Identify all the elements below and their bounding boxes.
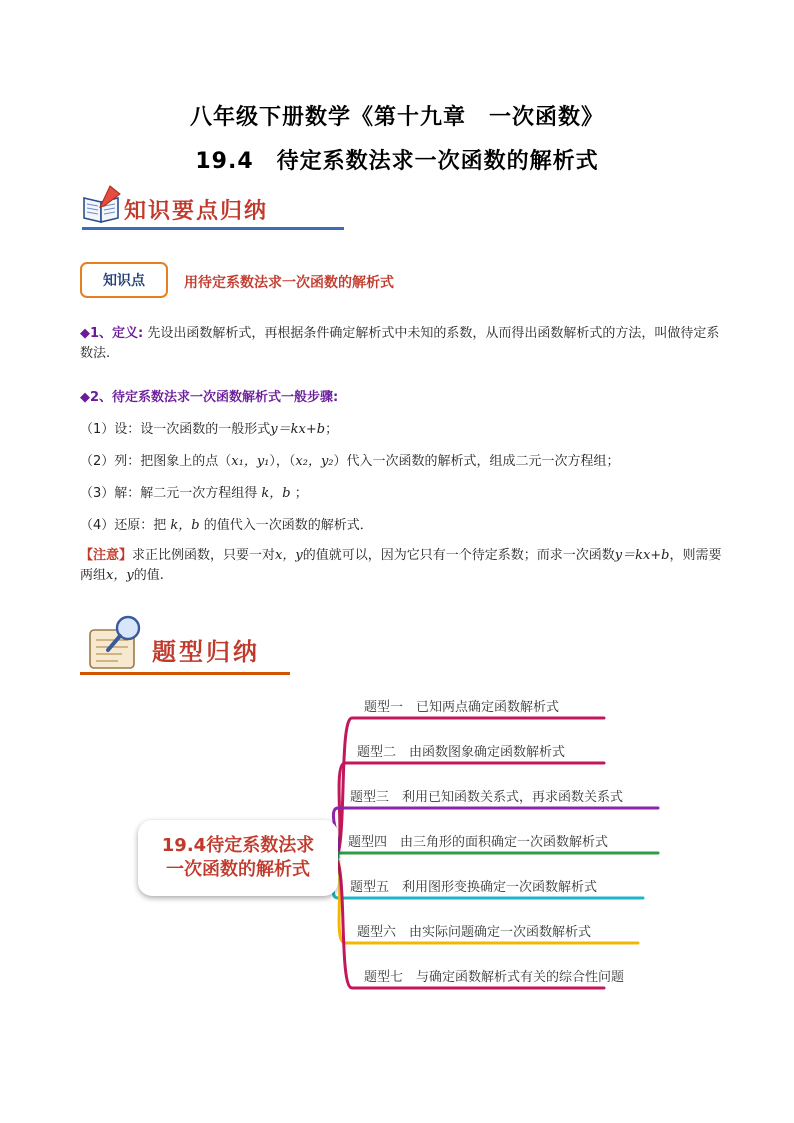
note-formula: y＝kx+b (614, 548, 670, 563)
steps-title-text: ◆2、待定系数法求一次函数解析式一般步骤: (80, 390, 339, 405)
mindmap-branch-label: 题型三 利用已知函数关系式，再求函数关系式 (350, 790, 624, 805)
step-2-suffix: ）代入一次函数的解析式，组成二元一次方程组； (333, 454, 620, 469)
step-4-vars: k，b (170, 518, 200, 533)
mindmap-branch-label: 题型二 由函数图象确定函数解析式 (357, 745, 566, 760)
document-title: 八年级下册数学《第十九章 一次函数》 (189, 105, 604, 130)
mindmap (0, 680, 794, 1010)
definition-paragraph (80, 324, 722, 364)
step-2-text: （2）列：把图象上的点（ (80, 454, 232, 469)
knowledge-point-title: 用待定系数法求一次函数的解析式 (184, 275, 394, 291)
steps-title (80, 388, 722, 408)
mindmap-branch-label: 题型一 已知两点确定函数解析式 (364, 700, 560, 715)
note-tag: 【注意】 (80, 548, 133, 563)
definition-marker: ◆1、定义: (80, 326, 144, 341)
note-paragraph (80, 546, 722, 586)
mindmap-center-node (138, 820, 338, 896)
step-3-suffix: ； (294, 486, 308, 501)
step-4-suffix: 的值代入一次函数的解析式． (203, 518, 373, 533)
section-header-knowledge (80, 184, 345, 236)
step-4-text: （4）还原：把 (80, 518, 167, 533)
knowledge-point-tag: 知识点 (80, 262, 168, 298)
step-1-text: （1）设：设一次函数的一般形式 (80, 422, 271, 437)
mindmap-branch-label: 题型六 由实际问题确定一次函数解析式 (357, 925, 592, 940)
step-3 (80, 484, 722, 504)
step-1-suffix: ； (325, 422, 339, 437)
step-2-mid: ），（ (269, 454, 296, 469)
step-2-point1: x₁，y₁ (231, 454, 270, 469)
note-text-2: 的值就可以，因为它只有一个待定系数；而求一次函数 (302, 548, 615, 563)
document-subtitle: 19.4 待定系数法求一次函数的解析式 (195, 149, 599, 174)
section-underline-2 (80, 672, 290, 675)
note-text-3: ，则需要两组 (80, 548, 722, 583)
mindmap-center-line1: 19.4待定系数法求 (161, 835, 315, 856)
definition-text: 先设出函数解析式，再根据条件确定解析式中未知的系数，从而得出函数解析式的方法，叫做待定系数法. (80, 326, 720, 361)
step-3-text: （3）解：解二元一次方程组得 (80, 486, 258, 501)
notepad-magnifier-icon (84, 614, 152, 672)
section-underline (82, 227, 344, 230)
section-label-question-types: 题型归纳 (152, 637, 260, 666)
note-vars-1: x，y (275, 548, 303, 563)
note-vars-2: x，y (106, 568, 134, 583)
step-2 (80, 452, 722, 472)
mindmap-branch-label: 题型四 由三角形的面积确定一次函数解析式 (348, 835, 609, 850)
open-book-icon (80, 184, 124, 226)
mindmap-branch-line (332, 853, 658, 858)
mindmap-center-line2: 一次函数的解析式 (166, 859, 310, 880)
mindmap-branch-label: 题型五 利用图形变换确定一次函数解析式 (350, 880, 598, 895)
step-3-vars: k，b (261, 486, 291, 501)
section-label-knowledge: 知识要点归纳 (124, 198, 269, 224)
step-4 (80, 516, 722, 536)
note-text-4: 的值. (133, 568, 164, 583)
step-2-point2: x₂，y₂ (295, 454, 334, 469)
step-1-formula: y＝kx+b (270, 422, 326, 437)
section-header-question-types (80, 612, 292, 678)
step-1 (80, 420, 722, 440)
mindmap-branch-label: 题型七 与确定函数解析式有关的综合性问题 (364, 970, 625, 985)
note-text-1: 求正比例函数，只要一对 (132, 548, 276, 563)
